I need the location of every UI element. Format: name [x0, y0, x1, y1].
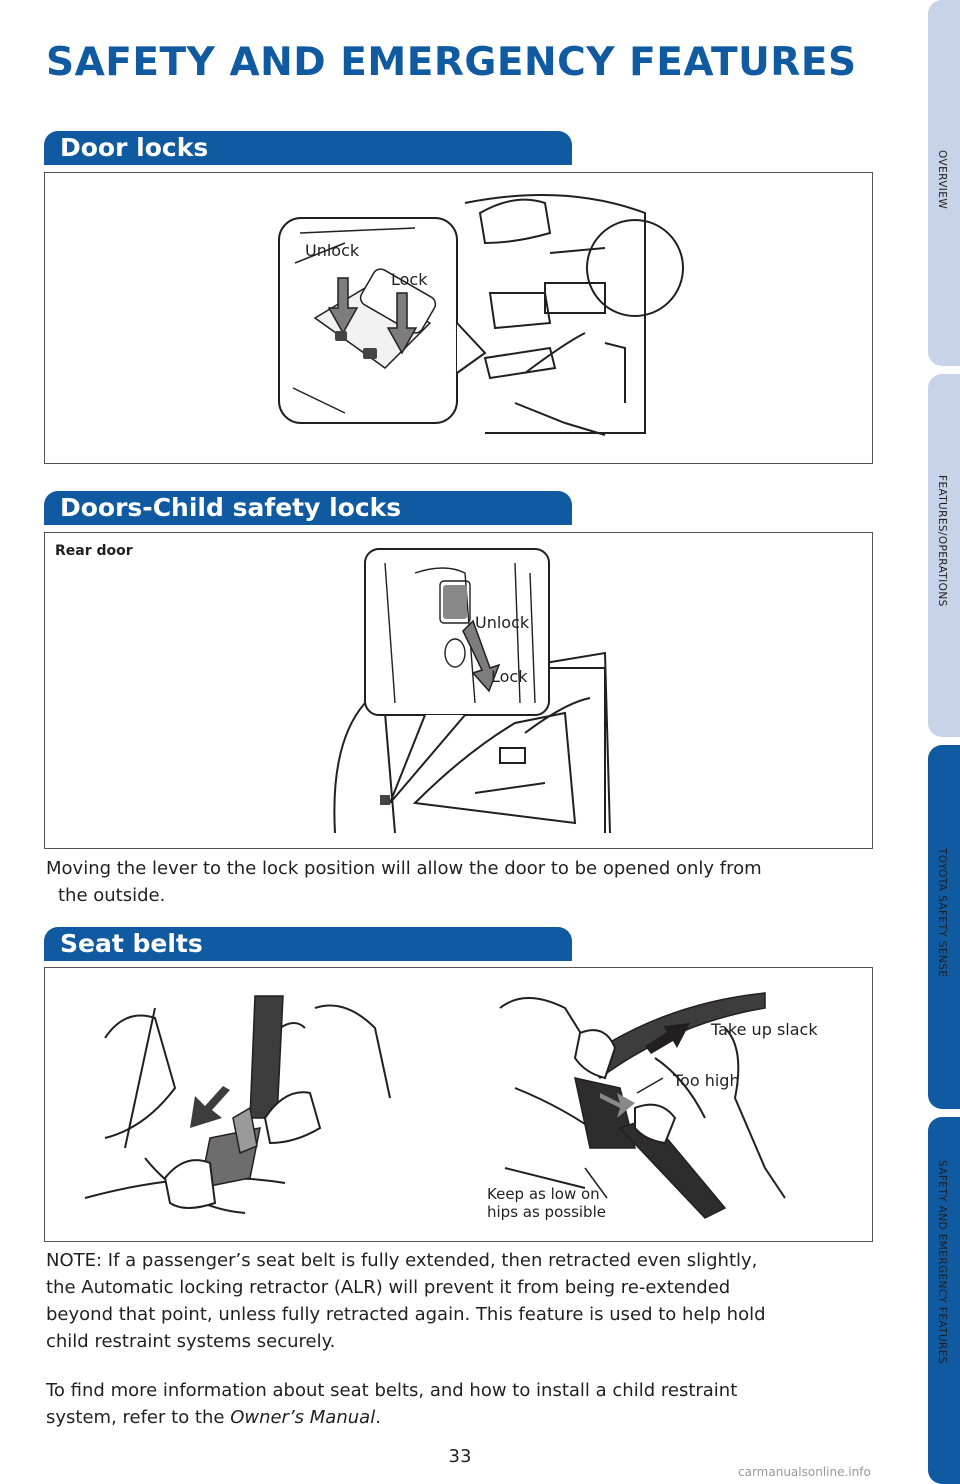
- door-locks-figure: [44, 172, 873, 464]
- seat-belt-info-line-1: To find more information about seat belts, and how to install a child restraint: [46, 1380, 738, 1401]
- take-up-slack-label: Take up slack: [711, 1020, 818, 1039]
- side-label-safety-sense: TOYOTA SAFETY SENSE: [936, 848, 948, 978]
- info-text-suffix: .: [375, 1407, 381, 1428]
- rear-door-label: Rear door: [55, 543, 133, 559]
- keep-low-label-line-2: hips as possible: [487, 1203, 606, 1221]
- seat-belt-note-line-1: NOTE: If a passenger’s seat belt is fully extended, then retracted even slightly,: [46, 1250, 758, 1271]
- side-label-features: FEATURES/OPERATIONS: [936, 475, 948, 607]
- too-high-label: Too high: [673, 1071, 740, 1090]
- door-locks-unlock-label: Unlock: [305, 241, 360, 260]
- page-number: 33: [448, 1446, 472, 1467]
- owners-manual-reference: Owner’s Manual: [230, 1407, 376, 1428]
- door-locks-lock-label: Lock: [391, 270, 428, 289]
- side-label-safety-emergency: SAFETY AND EMERGENCY FEATURES: [936, 1160, 948, 1364]
- door-locks-illustration: [45, 173, 873, 464]
- side-label-overview: OVERVIEW: [936, 150, 948, 210]
- child-locks-description-line-1: Moving the lever to the lock position will allow the door to be opened only from: [46, 858, 762, 879]
- keep-low-label-line-1: Keep as low on: [487, 1185, 600, 1203]
- page-title: SAFETY AND EMERGENCY FEATURES: [46, 40, 857, 85]
- seat-belt-note-line-4: child restraint systems securely.: [46, 1331, 336, 1352]
- section-header-door-locks: Door locks: [44, 131, 572, 165]
- child-locks-figure: [44, 532, 873, 849]
- section-header-child-locks: Doors-Child safety locks: [44, 491, 572, 525]
- seat-belt-note-line-3: beyond that point, unless fully retracted again. This feature is used to help hold: [46, 1304, 766, 1325]
- child-locks-illustration: [45, 533, 873, 849]
- child-locks-lock-label: Lock: [491, 667, 528, 686]
- section-header-seat-belts: Seat belts: [44, 927, 572, 961]
- seat-belt-note-line-2: the Automatic locking retractor (ALR) will prevent it from being re-extended: [46, 1277, 731, 1298]
- child-locks-description-line-2: the outside.: [58, 885, 166, 906]
- seat-belts-illustration: [45, 968, 873, 1242]
- child-locks-unlock-label: Unlock: [475, 613, 530, 632]
- info-text-prefix: system, refer to the: [46, 1407, 231, 1428]
- seat-belt-info-line-2: [46, 1404, 381, 1431]
- seat-belts-figure: [44, 967, 873, 1242]
- watermark: carmanualsonline.info: [738, 1465, 871, 1479]
